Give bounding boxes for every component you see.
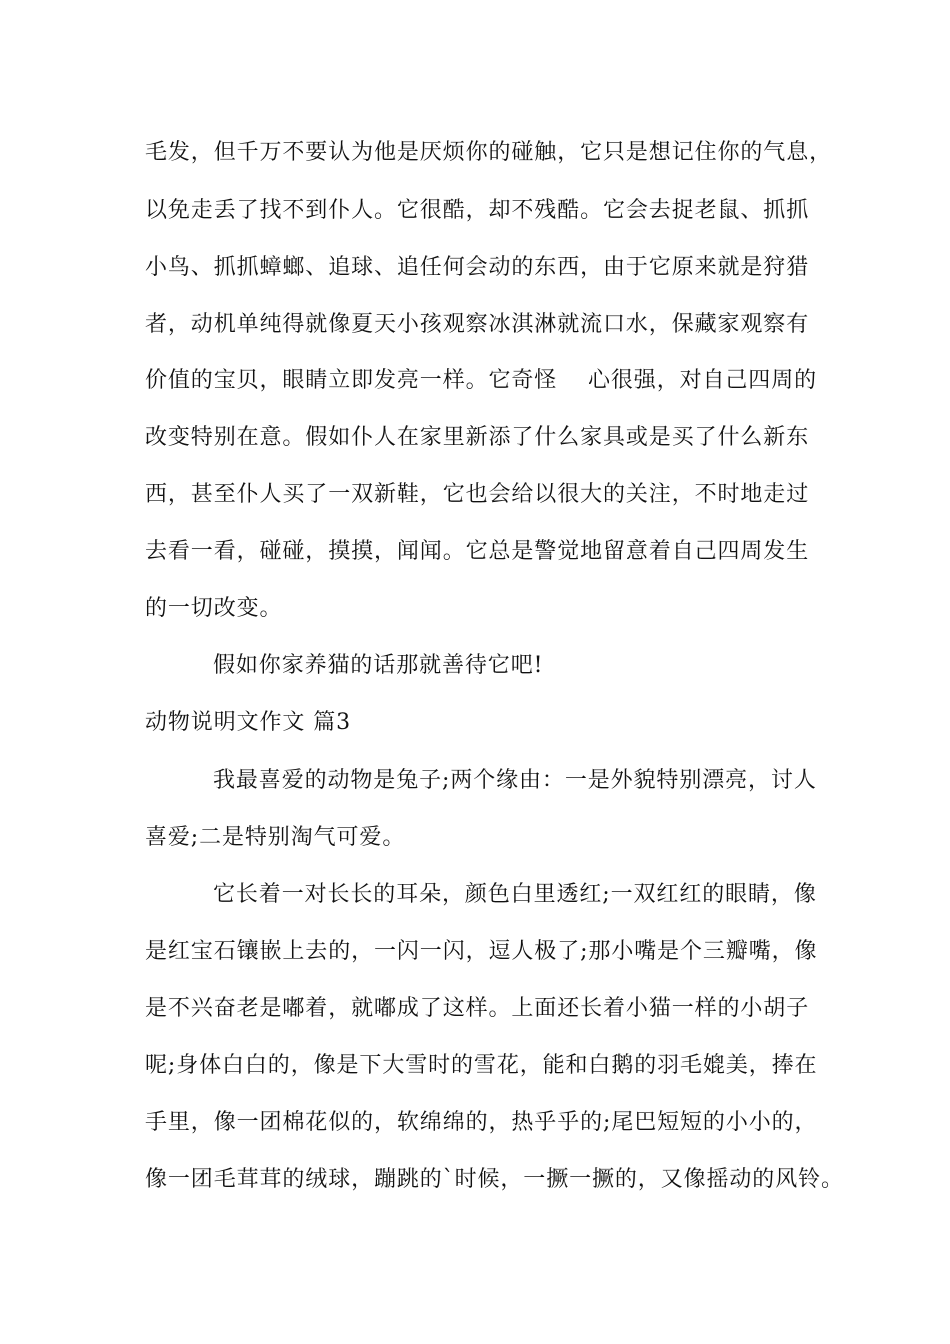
paragraph-line: 西，甚至仆人买了一双新鞋，它也会给以很大的关注，不时地走过 xyxy=(145,482,810,507)
paragraph-line: 它长着一对长长的耳朵，颜色白里透红;一双红红的眼睛，像 xyxy=(213,882,817,907)
paragraph-line: 的一切改变。 xyxy=(145,596,283,621)
paragraph-line: 价值的宝贝，眼睛立即发亮一样。它奇怪 心很强，对自己四周的 xyxy=(145,368,817,393)
paragraph-line: 改变特别在意。假如仆人在家里新添了什么家具或是买了什么新东 xyxy=(145,425,810,450)
paragraph-line: 假如你家养猫的话那就善待它吧! xyxy=(213,653,544,678)
paragraph-line: 是红宝石镶嵌上去的，一闪一闪，逗人极了;那小嘴是个三瓣嘴，像 xyxy=(145,939,818,964)
paragraph-line: 呢;身体白白的，像是下大雪时的雪花，能和白鹅的羽毛媲美，捧在 xyxy=(145,1053,818,1078)
paragraph-line: 以免走丢了找不到仆人。它很酷，却不残酷。它会去捉老鼠、抓抓 xyxy=(145,198,810,223)
paragraph-line: 是不兴奋老是嘟着，就嘟成了这样。上面还长着小猫一样的小胡子 xyxy=(145,996,810,1021)
paragraph-line: 毛发，但千万不要认为他是厌烦你的碰触，它只是想记住你的气息， xyxy=(145,140,833,165)
section-heading: 动物说明文作文 篇3 xyxy=(145,710,351,735)
paragraph-line: 手里，像一团棉花似的，软绵绵的，热乎乎的;尾巴短短的小小的， xyxy=(145,1110,818,1135)
paragraph-line: 我最喜爱的动物是兔子;两个缘由：一是外貌特别漂亮，讨人 xyxy=(213,768,817,793)
paragraph-line: 喜爱;二是特别淘气可爱。 xyxy=(145,825,406,850)
paragraph-line: 去看一看，碰碰，摸摸，闻闻。它总是警觉地留意着自己四周发生 xyxy=(145,539,810,564)
paragraph-line: 小鸟、抓抓蟑螂、追球、追任何会动的东西，由于它原来就是狩猎 xyxy=(145,255,810,280)
paragraph-line: 像一团毛茸茸的绒球，蹦跳的`时候，一撅一撅的，又像摇动的风铃。 xyxy=(145,1167,844,1192)
paragraph-line: 者，动机单纯得就像夏天小孩观察冰淇淋就流口水，保藏家观察有 xyxy=(145,312,810,337)
